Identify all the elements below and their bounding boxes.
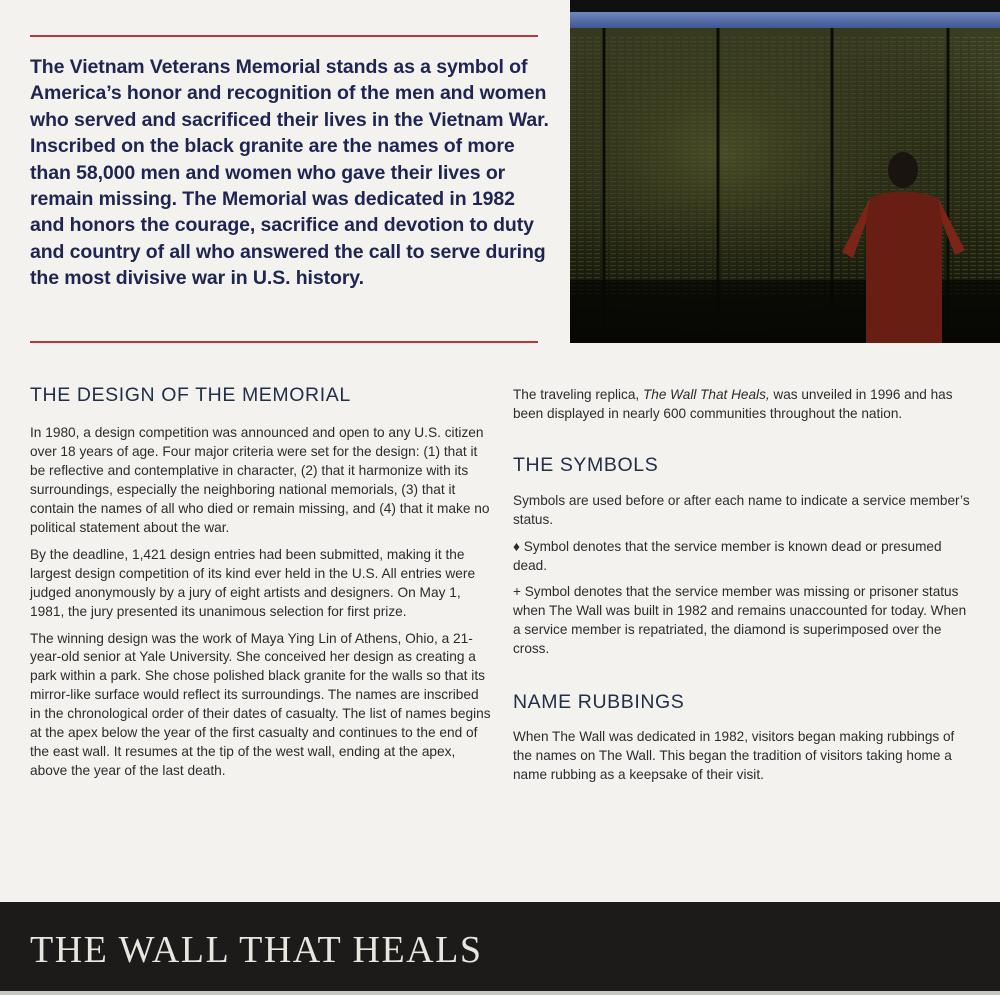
intro-bottom-rule [30,341,538,343]
intro-statement: The Vietnam Veterans Memorial stands as a symbol of America’s honor and recognition of the men and women who served and sacrificed their lives in the Vietnam War. Inscribed on the black granite are the names of more than 58,000 men and women who gave their lives or remain missing. The Memorial was dedicated in 1982 and honors the courage, sacrifice and devotion to duty and country of all who answered the call to serve during the most divisive war in U.S. history. [30,56,549,290]
replica-text-before: The traveling replica, [513,387,643,402]
footer-band [0,902,1000,995]
design-paragraph-3: The winning design was the work of Maya Ying Lin of Athens, Ohio, a 21-year-old senior at Yale University. She conceived her design as creating a park within a park. She chose polished black granite for the walls so that its mirror-like surface would reflect its surroundings. The names are inscribed in the chronological order of their dates of casualty. The list of names begins at the apex below the year of the first casualty and continues to the end of the east wall. It resumes at the tip of the west wall, ending at the apex, above the year of the last death. [30,630,491,779]
symbols-paragraph-diamond: ♦ Symbol denotes that the service member is known dead or presumed dead. [513,538,942,573]
symbols-heading: THE SYMBOLS [513,453,659,476]
symbols-paragraph-cross: + Symbol denotes that the service member was missing or prisoner status when The Wall was built in 1982 and remains unaccounted for today. When a service member is repatriated, the diamond is superimposed over the cross. [513,584,967,657]
footer-edge [0,991,1000,995]
design-heading: THE DESIGN OF THE MEMORIAL [30,384,351,406]
replica-text-after: was unveiled in 1996 and has been displayed in nearly 600 communities throughout the nation. [513,387,953,421]
replica-paragraph [513,386,973,424]
intro-top-rule [30,35,538,37]
memorial-wall-photo [570,0,1000,343]
design-paragraph-1: In 1980, a design competition was announced and open to any U.S. citizen over 18 years of age. Four major criteria were set for the design: (1) that it be reflective and contemplative in character, (2) that it harmonize with its surroundings, especially the neighboring national memorials, (3) that it contain the names of all who died or remain missing, and (4) that it make no political statement about the war. [30,425,490,535]
design-column [30,384,492,781]
rubbings-paragraph: When The Wall was dedicated in 1982, visitors began making rubbings of the names on The Wall. This began the tradition of visitors taking home a name rubbing as a keepsake of their visit. [513,729,955,782]
design-paragraph-2: By the deadline, 1,421 design entries had been submitted, making it the largest design competition of its kind ever held in the U.S. All entries were judged anonymously by a jury of eight artists and designers. On May 1, 1981, the jury presented its unanimous selection for first prize. [30,546,476,619]
symbols-column [513,386,973,785]
rubbings-heading: NAME RUBBINGS [513,691,685,714]
replica-title: The Wall That Heals, [642,387,770,402]
memorial-wall-illustration [570,0,1000,343]
symbols-paragraph-1: Symbols are used before or after each name to indicate a service member’s status. [513,492,970,527]
footer-title: THE WALL THAT HEALS [30,929,483,971]
